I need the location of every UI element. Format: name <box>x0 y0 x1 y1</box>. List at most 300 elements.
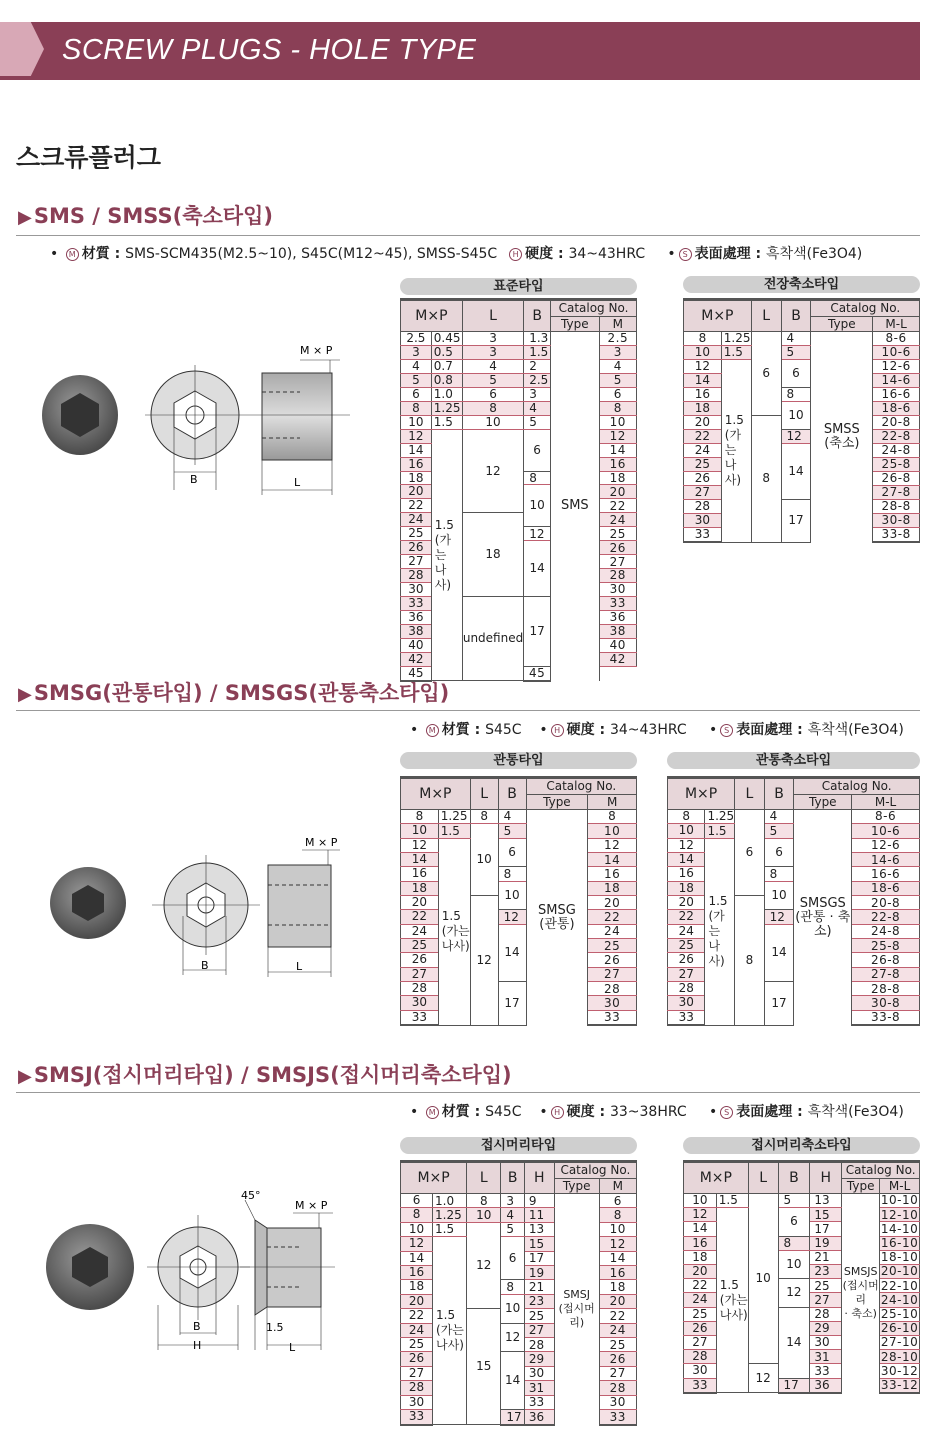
cell-m: 14 <box>401 853 439 867</box>
smsg-drawing <box>40 830 370 980</box>
cell-b: 6 <box>781 360 811 388</box>
cell-p: 1.5 <box>716 1194 748 1208</box>
cell-m: 20 <box>401 1294 433 1308</box>
cell-catalog-m: 14 <box>599 1251 636 1265</box>
cell-m: 33 <box>668 1010 705 1025</box>
cell-catalog-m: 10 <box>599 1222 636 1236</box>
header-b: B <box>498 778 526 810</box>
table-row <box>684 1194 920 1208</box>
cell-b: 12 <box>778 1279 810 1307</box>
table-row <box>684 500 920 514</box>
cell-m: 25 <box>401 939 439 953</box>
cell-m: 25 <box>668 939 705 953</box>
cell-m: 38 <box>401 625 432 639</box>
cell-m: 4 <box>401 359 432 373</box>
cell-type: SMS <box>551 332 600 681</box>
table-row <box>401 1208 637 1222</box>
cell-catalog-m: 5 <box>599 373 636 387</box>
cell-h: 21 <box>810 1250 842 1264</box>
cell-m: 12 <box>401 838 439 852</box>
table-row <box>684 430 920 444</box>
cell-m: 14 <box>668 853 705 867</box>
cell-h: 9 <box>524 1194 554 1208</box>
hardness-mark-icon: H <box>551 724 564 737</box>
cell-m: 20 <box>684 416 722 430</box>
header-l: L <box>751 300 781 332</box>
cell-p: 1.0 <box>431 387 462 401</box>
cell-catalog-m: 33 <box>599 1410 636 1425</box>
cell-m: 10 <box>401 824 439 838</box>
cell-m: 22 <box>401 910 439 924</box>
cell-catalog-m: 30-8 <box>873 514 920 528</box>
cell-catalog-m: 16 <box>588 867 637 881</box>
cell-b: 4 <box>781 332 811 346</box>
cell-b: 14 <box>501 1352 524 1410</box>
cell-h: 15 <box>810 1208 842 1222</box>
table-caption: 관통축소타입 <box>667 752 920 769</box>
cell-p: 1.5 (가는 나사) <box>433 1237 467 1425</box>
cell-catalog-m: 8 <box>588 810 637 824</box>
cell-type: SMSJS (접시머리 · 축소) <box>842 1194 880 1393</box>
cell-catalog-m: 24 <box>599 1323 636 1337</box>
cell-m: 16 <box>684 388 722 402</box>
cell-m: 26 <box>401 953 439 967</box>
cell-b: 1.3 <box>524 332 551 346</box>
cell-b: 17 <box>498 982 526 1026</box>
cell-catalog-m: 18 <box>599 471 636 485</box>
cell-catalog-m: 27 <box>599 555 636 569</box>
header-m: M <box>588 794 637 809</box>
cell-catalog-m: 4 <box>599 359 636 373</box>
surface-mark-icon: S <box>720 724 733 737</box>
header-catalog: Catalog No. <box>794 778 920 795</box>
header-b: B <box>764 778 794 810</box>
cell-catalog-m: 33 <box>588 1010 637 1025</box>
cell-catalog-m: 16 <box>599 457 636 471</box>
table-caption: 접시머리축소타입 <box>683 1137 920 1154</box>
cell-p: 0.8 <box>431 373 462 387</box>
cell-b: 10 <box>781 402 811 430</box>
section-divider <box>16 1092 920 1093</box>
spec-label: 硬度 : <box>525 246 569 262</box>
dim-b-label: B <box>190 473 198 486</box>
cell-catalog-m: 20-10 <box>880 1264 919 1279</box>
spec-label: 表面處理 : <box>736 1104 808 1120</box>
cell-m: 22 <box>668 910 705 924</box>
cell-h: 15 <box>524 1237 554 1251</box>
header-catalog: Catalog No. <box>554 1162 636 1179</box>
cell-h: 27 <box>810 1293 842 1307</box>
cell-b: 5 <box>524 415 551 429</box>
cell-b: 8 <box>498 867 526 881</box>
plug-photo <box>50 867 126 939</box>
cell-b: 14 <box>498 924 526 981</box>
cell-m: 27 <box>401 967 439 981</box>
cell-m: 30 <box>668 996 705 1010</box>
cell-l: 12 <box>462 429 523 513</box>
cell-catalog-m: 8 <box>599 1208 636 1222</box>
header-catalog: Catalog No. <box>526 778 636 795</box>
cell-m: 30 <box>684 514 722 528</box>
cell-m: 33 <box>684 528 722 543</box>
spec-table <box>400 1160 637 1426</box>
header-mp: M×P <box>401 778 471 810</box>
table-row <box>684 332 920 346</box>
cell-m: 6 <box>401 1194 433 1208</box>
cell-m: 18 <box>684 402 722 416</box>
cell-catalog-m: 8 <box>599 401 636 415</box>
dim-mp-label: M × P <box>305 836 338 849</box>
dim-l-label: L <box>296 960 303 973</box>
section-title-smsj <box>18 1059 512 1089</box>
dim-mp-label: M × P <box>295 1199 328 1212</box>
cell-catalog-m: 20-8 <box>873 416 920 430</box>
cell-m: 14 <box>401 1251 433 1265</box>
header-b: B <box>778 1162 810 1194</box>
cell-catalog-m: 30 <box>599 1395 636 1409</box>
sms-drawing <box>30 330 360 500</box>
cell-m: 28 <box>401 982 439 996</box>
header-type: Type <box>526 794 588 809</box>
spec-line-smsj: • M 材質 : S45C • H 硬度 : 33~38HRC • S 表面處理 : 흑착색(Fe3O4) <box>410 1104 904 1120</box>
cell-l: 10 <box>470 824 498 896</box>
table-row <box>401 838 637 852</box>
cell-b: 6 <box>764 838 794 867</box>
header-catalog: Catalog No. <box>811 300 920 317</box>
cell-catalog-m: 22 <box>588 910 637 924</box>
cell-h: 29 <box>810 1321 842 1335</box>
cell-h: 30 <box>810 1336 842 1350</box>
dim-b-label: B <box>201 959 209 972</box>
table-row <box>401 429 637 443</box>
cell-catalog-m: 22 <box>599 1309 636 1323</box>
cell-m: 12 <box>684 1208 717 1222</box>
cell-l: 10 <box>467 1208 501 1222</box>
dim-l-label: L <box>294 476 301 489</box>
cell-catalog-m: 14-6 <box>852 853 920 867</box>
cell-b: 4 <box>524 401 551 415</box>
cell-b: 8 <box>778 1236 810 1250</box>
cell-m: 33 <box>401 1410 433 1425</box>
spec-table <box>667 776 920 1026</box>
spec-line-smsg: • M 材質 : S45C • H 硬度 : 34~43HRC • S 表面處理 : 흑착색(Fe3O4) <box>410 722 904 738</box>
cell-m: 8 <box>401 401 432 415</box>
cell-b: 17 <box>781 500 811 543</box>
cell-type: SMSJ (접시머리) <box>554 1194 599 1425</box>
cell-catalog-m: 30-12 <box>880 1363 919 1378</box>
cell-catalog-m: 20 <box>599 485 636 499</box>
cell-catalog-m: 14 <box>588 853 637 867</box>
spec-label: 材質 : <box>441 722 486 738</box>
cell-b: 2 <box>524 359 551 373</box>
spec-line-sms: • M 材質 : SMS-SCM435(M2.5~10), S45C(M12~45), SMSS-S45C H 硬度 : 34~43HRC • S 表面處理 : 흑착색(Fe3O4) <box>50 246 863 262</box>
table-row <box>684 444 920 458</box>
cell-b: 6 <box>498 838 526 867</box>
cell-m: 10 <box>401 415 432 429</box>
cell-p: 1.5 (가는 나사) <box>716 1208 748 1393</box>
cell-catalog-m: 28-8 <box>873 500 920 514</box>
cell-h: 17 <box>524 1251 554 1265</box>
cell-m: 12 <box>668 838 705 852</box>
header-mp: M×P <box>684 1162 749 1194</box>
cell-catalog-m: 24-8 <box>873 444 920 458</box>
cell-b: 17 <box>778 1378 810 1393</box>
cell-h: 33 <box>524 1395 554 1409</box>
header-m: M <box>599 316 636 331</box>
cell-m: 8 <box>684 332 722 346</box>
cell-m: 18 <box>401 881 439 895</box>
cell-m: 33 <box>401 597 432 611</box>
cell-catalog-m: 33-12 <box>880 1378 919 1393</box>
cell-catalog-m: 16-10 <box>880 1236 919 1250</box>
spec-label: 材質 : <box>81 246 126 262</box>
cell-h: 33 <box>810 1364 842 1378</box>
cell-catalog-m: 10-6 <box>873 346 920 360</box>
cell-m: 20 <box>684 1265 717 1279</box>
spec-hardness: 33~38HRC <box>609 1104 687 1120</box>
table-row <box>401 401 637 415</box>
table-row <box>401 415 637 429</box>
cell-l: 18 <box>462 513 523 597</box>
cell-m: 30 <box>401 583 432 597</box>
header-m: M-L <box>880 1178 920 1193</box>
header-type: Type <box>842 1178 880 1193</box>
cell-catalog-m: 25-8 <box>852 939 920 953</box>
cell-l: 8 <box>462 401 523 415</box>
header-l: L <box>470 778 498 810</box>
dim-h-label: H <box>193 1339 202 1352</box>
front-view <box>145 365 245 490</box>
cell-catalog-m: 12 <box>599 429 636 443</box>
cell-catalog-m: 26 <box>599 541 636 555</box>
table-caption: 전장축소타입 <box>683 276 920 293</box>
cell-catalog-m: 14-6 <box>873 374 920 388</box>
table-row <box>401 1237 637 1251</box>
cell-catalog-m: 3 <box>599 345 636 359</box>
cell-m: 40 <box>401 638 432 652</box>
cell-m: 10 <box>668 824 705 838</box>
cell-catalog-m: 16-6 <box>852 867 920 881</box>
cell-m: 30 <box>401 996 439 1010</box>
plug-photo <box>46 1224 134 1310</box>
cell-catalog-m: 28 <box>599 569 636 583</box>
header-type: Type <box>811 316 873 331</box>
table-row <box>401 1222 637 1236</box>
cell-catalog-m: 14 <box>599 443 636 457</box>
table-row <box>668 824 920 838</box>
cell-catalog-m: 27-10 <box>880 1335 919 1350</box>
cell-h: 27 <box>524 1323 554 1337</box>
cell-l: 6 <box>735 810 764 896</box>
cell-catalog-m: 33-8 <box>873 528 920 543</box>
cell-m: 20 <box>401 485 432 499</box>
spec-label: 表面處理 : <box>736 722 808 738</box>
header-catalog: Catalog No. <box>842 1162 920 1179</box>
header-l: L <box>748 1162 778 1194</box>
cell-catalog-m: 26-10 <box>880 1321 919 1336</box>
header-mp: M×P <box>401 1162 467 1194</box>
cell-h: 28 <box>810 1307 842 1321</box>
cell-h: 31 <box>810 1350 842 1364</box>
cell-m: 22 <box>684 1279 717 1293</box>
cell-catalog-m: 10-6 <box>852 824 920 838</box>
cell-catalog-m: 27-8 <box>873 486 920 500</box>
hardness-mark-icon: H <box>509 248 522 261</box>
cell-m: 27 <box>401 555 432 569</box>
surface-mark-icon: S <box>720 1106 733 1119</box>
cell-l: 3 <box>462 332 523 346</box>
cell-m: 8 <box>668 810 705 824</box>
cell-b: 4 <box>498 810 526 824</box>
cell-l: 10 <box>748 1194 778 1364</box>
cell-b: 14 <box>524 541 551 597</box>
cell-b: 14 <box>778 1307 810 1378</box>
cell-catalog-m: 12 <box>588 838 637 852</box>
table-row <box>401 867 637 881</box>
cell-catalog-m: 18-6 <box>873 402 920 416</box>
table-row <box>684 360 920 374</box>
cell-l: 12 <box>748 1364 778 1393</box>
header-l: L <box>462 300 523 332</box>
cell-catalog-m: 20 <box>588 896 637 910</box>
cell-m: 5 <box>401 373 432 387</box>
header-b: B <box>501 1162 524 1194</box>
section-title-sms <box>18 200 273 230</box>
cell-l: 8 <box>751 416 781 543</box>
table-row <box>401 824 637 838</box>
cell-catalog-m: 28 <box>588 982 637 996</box>
cell-m: 42 <box>401 652 432 666</box>
cell-p: 1.25 <box>721 332 751 346</box>
header-h: H <box>810 1162 842 1194</box>
cell-m: 18 <box>668 881 705 895</box>
cell-m: 24 <box>401 513 432 527</box>
cell-catalog-m: 30 <box>588 996 637 1010</box>
cell-catalog-m: 26 <box>599 1352 636 1366</box>
cell-m: 12 <box>401 429 432 443</box>
cell-m: 25 <box>684 1307 717 1321</box>
table-row <box>401 332 637 346</box>
spec-hardness: 34~43HRC <box>568 246 646 262</box>
cell-b: 5 <box>498 824 526 838</box>
cell-catalog-m: 20 <box>599 1294 636 1308</box>
cell-b: 5 <box>778 1194 810 1208</box>
cell-m: 20 <box>668 896 705 910</box>
cell-b: 10 <box>778 1250 810 1278</box>
cell-catalog-m: 30 <box>599 583 636 597</box>
cell-catalog-m: 24 <box>588 924 637 938</box>
cell-catalog-m: 27 <box>588 967 637 981</box>
table-row <box>668 810 920 824</box>
cell-catalog-m: 10 <box>599 415 636 429</box>
front-view <box>152 855 260 975</box>
cell-p: 1.5 <box>721 346 751 360</box>
cell-p: 1.5 (가는 나사) <box>431 429 462 681</box>
cell-p: 0.5 <box>431 345 462 359</box>
cell-catalog-m: 22-10 <box>880 1278 919 1293</box>
cell-b: 10 <box>524 485 551 527</box>
header-l: L <box>735 778 764 810</box>
table-caption: 표준타입 <box>400 278 637 295</box>
section-divider <box>16 710 920 711</box>
cell-m: 26 <box>401 1352 433 1366</box>
cell-m: 27 <box>401 1366 433 1380</box>
table-row <box>684 402 920 416</box>
cell-b: 17 <box>501 1410 524 1425</box>
cell-catalog-m: 36 <box>599 611 636 625</box>
cell-m: 24 <box>684 444 722 458</box>
cell-m: 2.5 <box>401 332 432 346</box>
cell-b: 3 <box>524 387 551 401</box>
cell-catalog-m: 26 <box>588 953 637 967</box>
cell-catalog-m: 25 <box>599 1338 636 1352</box>
cell-m: 6 <box>401 387 432 401</box>
cell-m: 8 <box>401 810 439 824</box>
cell-h: 30 <box>524 1366 554 1380</box>
cell-catalog-m: 20-8 <box>852 896 920 910</box>
cell-b: 8 <box>501 1280 524 1294</box>
cell-m: 25 <box>401 527 432 541</box>
triangle-icon: ▶ <box>18 684 32 705</box>
cell-l: 12 <box>470 896 498 1026</box>
cell-h: 21 <box>524 1280 554 1294</box>
cell-m: 24 <box>401 924 439 938</box>
cell-catalog-m: 8-6 <box>873 332 920 346</box>
cell-m: 25 <box>684 458 722 472</box>
cell-l: 5 <box>462 373 523 387</box>
cell-h: 25 <box>524 1309 554 1323</box>
cell-catalog-m: 10-10 <box>880 1193 919 1208</box>
cell-catalog-m: 42 <box>599 652 636 666</box>
cell-l: 10 <box>462 415 523 429</box>
header-h: H <box>524 1162 554 1194</box>
cell-b: 17 <box>524 597 551 667</box>
header-catalog: Catalog No. <box>551 300 637 317</box>
spec-label: 硬度 : <box>566 1104 610 1120</box>
cell-h: 17 <box>810 1222 842 1236</box>
cell-h: 11 <box>524 1208 554 1222</box>
cell-p: 1.5 (가는 나사) <box>438 838 470 1025</box>
cell-l: 6 <box>462 387 523 401</box>
triangle-icon: ▶ <box>18 1066 32 1087</box>
header-l: L <box>467 1162 501 1194</box>
cell-catalog-m: 12 <box>599 1237 636 1251</box>
table-row <box>401 910 637 924</box>
table-row <box>401 810 637 824</box>
cell-m: 30 <box>401 1395 433 1409</box>
spec-surface: 흑착색(Fe3O4) <box>807 722 904 738</box>
cell-b: 3 <box>501 1194 524 1208</box>
cell-h: 31 <box>524 1381 554 1395</box>
table-row <box>684 388 920 402</box>
cell-h: 25 <box>810 1279 842 1293</box>
cell-catalog-m: 18 <box>588 881 637 895</box>
cell-b: 17 <box>764 982 794 1026</box>
cell-m: 8 <box>401 1208 433 1222</box>
table-row <box>401 982 637 996</box>
cell-h: 29 <box>524 1352 554 1366</box>
material-mark-icon: M <box>66 248 79 261</box>
cell-catalog-m: 26-8 <box>873 472 920 486</box>
spec-material: SMS-SCM435(M2.5~10), S45C(M12~45), SMSS-S45C <box>125 246 498 262</box>
cell-p: 1.25 <box>431 401 462 415</box>
cell-m: 45 <box>401 666 432 680</box>
spec-table <box>683 298 920 543</box>
cell-l: 8 <box>735 896 764 1026</box>
cell-m: 16 <box>401 457 432 471</box>
cell-catalog-m: 12-6 <box>852 838 920 852</box>
cell-type: SMSS (축소) <box>811 332 873 543</box>
